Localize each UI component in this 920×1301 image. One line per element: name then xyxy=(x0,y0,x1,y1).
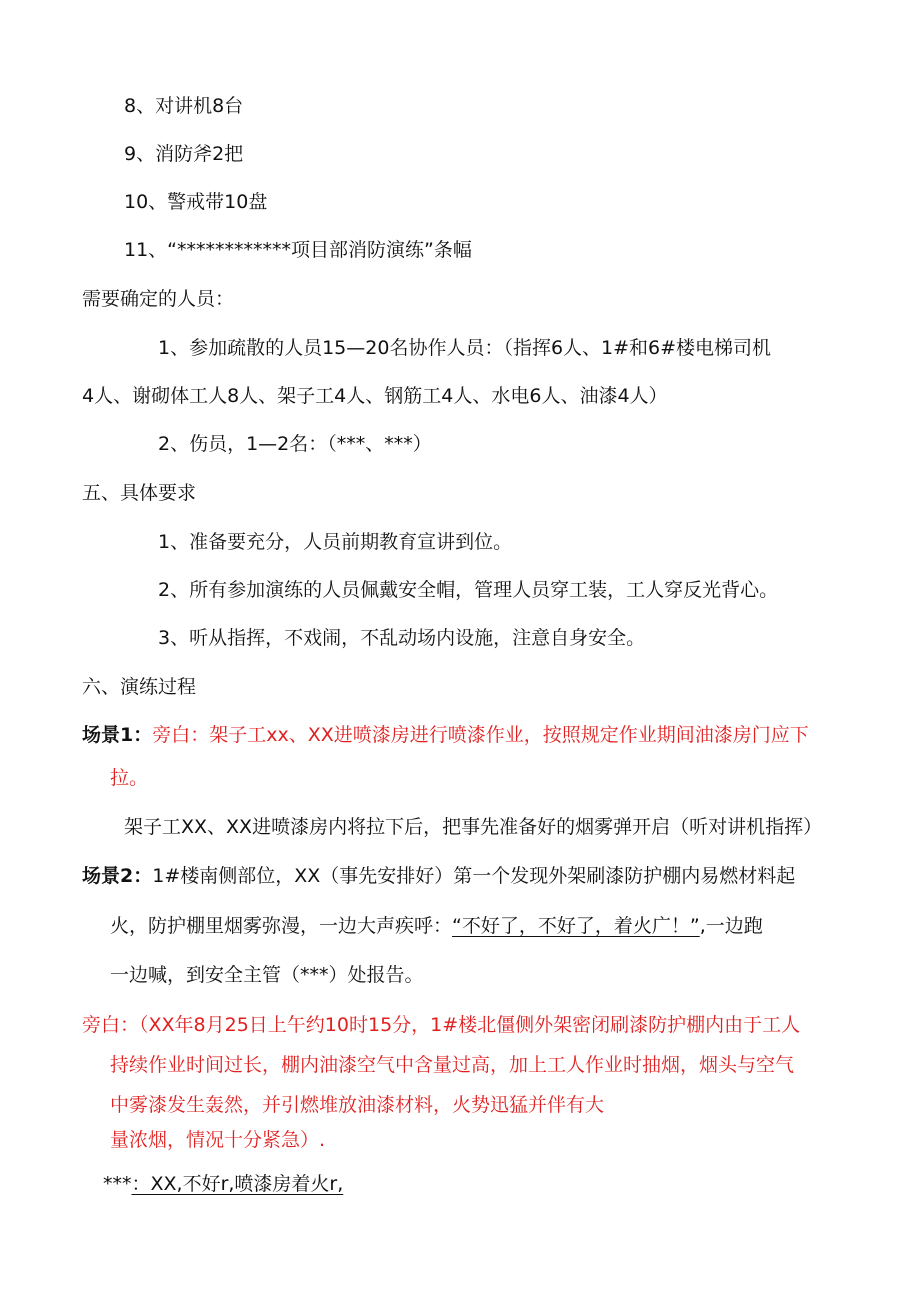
narration-2-line-2: 持续作业时间过长，棚内油漆空气中含量过高，加上工人作业时抽烟，烟头与空气 xyxy=(110,1054,795,1076)
equipment-item-11: 11、“************项目部消防演练”条幅 xyxy=(124,239,472,261)
narration-2-line-4: 量浓烟，情况十分紧急）. xyxy=(110,1129,326,1151)
dialogue-text: ：XX,不好r,喷漆房着火r, xyxy=(131,1173,344,1195)
narration-2-line-3: 中雾漆发生轰然，并引燃堆放油漆材料，火势迅猛并伴有大 xyxy=(110,1094,605,1116)
requirement-item-3: 3、听从指挥，不戏闹，不乱动场内设施，注意自身安全。 xyxy=(158,627,646,649)
requirement-item-2: 2、所有参加演练的人员佩戴安全帽，管理人员穿工装，工人穿反光背心。 xyxy=(158,579,779,601)
scene-1-narration-line-2: 拉。 xyxy=(110,767,149,789)
equipment-item-9: 9、消防斧2把 xyxy=(124,143,244,165)
personnel-item-2: 2、伤员，1—2名：（***、***） xyxy=(158,433,432,455)
section-5-heading: 五、具体要求 xyxy=(82,482,197,504)
scene-2-line-2 xyxy=(110,914,763,938)
requirement-item-1: 1、准备要充分，人员前期教育宣讲到位。 xyxy=(158,531,513,553)
scene-2-label: 场景2： xyxy=(82,865,153,887)
section-6-heading: 六、演练过程 xyxy=(82,676,197,698)
personnel-item-1-line-1: 1、参加疏散的人员15—20名协作人员：（指挥6人、1#和6#楼电梯司机 xyxy=(158,337,772,359)
scene-1-action: 架子工XX、XX进喷漆房内将拉下后，把事先准备好的烟雾弹开启（听对讲机指挥） xyxy=(124,816,823,838)
equipment-item-8: 8、对讲机8台 xyxy=(124,95,244,117)
dialogue-line xyxy=(103,1172,343,1196)
scene-1-label: 场景1： xyxy=(82,724,153,746)
scene-2-text-line-2-post: ,一边跑 xyxy=(699,915,763,937)
scene-1-line-1 xyxy=(82,723,809,747)
scene-1-narration-line-1: 旁白：架子工xx、XX进喷漆房进行喷漆作业，按照规定作业期间油漆房门应下 xyxy=(152,724,809,746)
narration-2-line-1: 旁白：（XX年8月25日上午约10时15分，1#楼北僵侧外架密闭刷漆防护棚内由于工人 xyxy=(82,1014,801,1036)
scene-2-shout-quote: “不好了，不好了，着火广！” xyxy=(452,915,700,937)
personnel-heading: 需要确定的人员： xyxy=(82,288,235,310)
personnel-item-1-line-2: 4人、谢砌体工人8人、架子工4人、钢筋工4人、水电6人、油漆4人） xyxy=(82,385,668,407)
scene-2-text-line-1: 1#楼南侧部位，XX（事先安排好）第一个发现外架刷漆防护棚内易燃材料起 xyxy=(152,865,796,887)
dialogue-speaker: *** xyxy=(103,1173,132,1195)
scene-2-line-1 xyxy=(82,864,795,888)
scene-2-line-3: 一边喊，到安全主管（***）处报告。 xyxy=(110,964,424,986)
scene-2-text-line-2-pre: 火，防护棚里烟雾弥漫，一边大声疾呼： xyxy=(110,915,453,937)
equipment-item-10: 10、警戒带10盘 xyxy=(124,191,268,213)
